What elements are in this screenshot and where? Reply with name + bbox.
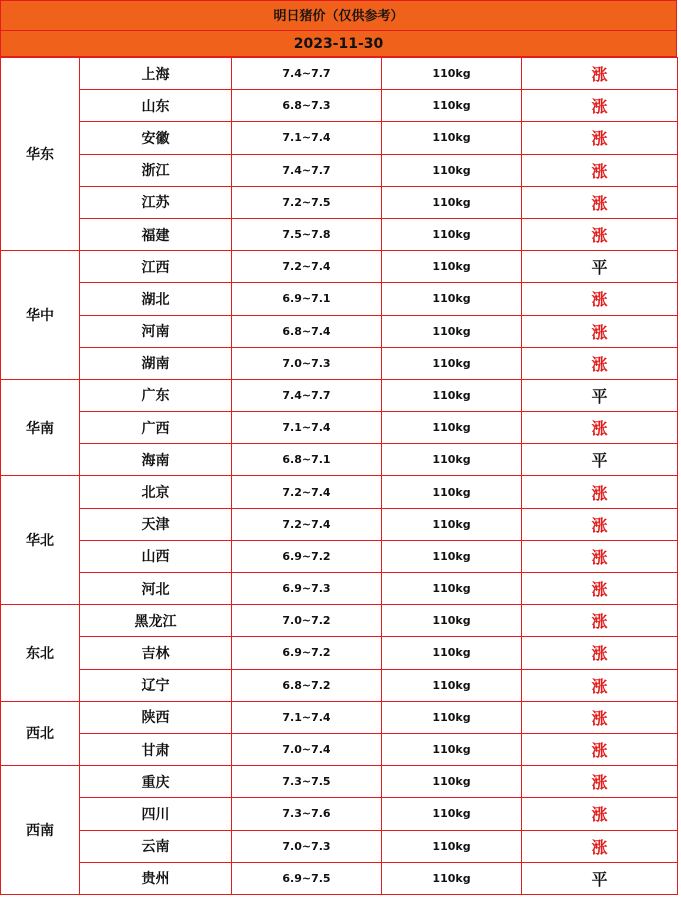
weight-cell: 110kg: [382, 379, 522, 411]
trend-cell: 涨: [522, 58, 678, 90]
city-cell: 海南: [80, 444, 232, 476]
price-cell: 6.9~7.2: [232, 637, 382, 669]
city-cell: 福建: [80, 218, 232, 250]
weight-cell: 110kg: [382, 637, 522, 669]
price-cell: 7.0~7.3: [232, 830, 382, 862]
weight-cell: 110kg: [382, 766, 522, 798]
trend-cell: 涨: [522, 347, 678, 379]
weight-cell: 110kg: [382, 733, 522, 765]
price-cell: 7.5~7.8: [232, 218, 382, 250]
trend-cell: 涨: [522, 218, 678, 250]
region-cell: 东北: [1, 605, 80, 702]
price-cell: 6.9~7.5: [232, 862, 382, 894]
price-table: [0, 57, 678, 895]
table-row: [1, 540, 678, 572]
trend-cell: 平: [522, 379, 678, 411]
price-cell: 7.0~7.3: [232, 347, 382, 379]
price-cell: 7.1~7.4: [232, 122, 382, 154]
region-cell: 西南: [1, 766, 80, 895]
trend-cell: 涨: [522, 186, 678, 218]
price-cell: 7.0~7.4: [232, 733, 382, 765]
trend-cell: 涨: [522, 701, 678, 733]
weight-cell: 110kg: [382, 90, 522, 122]
city-cell: 江西: [80, 251, 232, 283]
region-cell: 华中: [1, 251, 80, 380]
date-header: 2023-11-30: [0, 31, 677, 57]
weight-cell: 110kg: [382, 476, 522, 508]
trend-cell: 涨: [522, 733, 678, 765]
table-row: [1, 90, 678, 122]
page-title: 明日猪价（仅供参考）: [0, 0, 677, 31]
city-cell: 山西: [80, 540, 232, 572]
trend-cell: 平: [522, 862, 678, 894]
trend-cell: 涨: [522, 798, 678, 830]
trend-cell: 涨: [522, 766, 678, 798]
weight-cell: 110kg: [382, 154, 522, 186]
weight-cell: 110kg: [382, 669, 522, 701]
table-row: [1, 830, 678, 862]
price-cell: 6.9~7.1: [232, 283, 382, 315]
city-cell: 山东: [80, 90, 232, 122]
weight-cell: 110kg: [382, 830, 522, 862]
trend-cell: 涨: [522, 830, 678, 862]
weight-cell: 110kg: [382, 283, 522, 315]
price-cell: 6.8~7.1: [232, 444, 382, 476]
city-cell: 河南: [80, 315, 232, 347]
trend-cell: 涨: [522, 476, 678, 508]
table-row: [1, 798, 678, 830]
price-cell: 7.1~7.4: [232, 412, 382, 444]
price-cell: 7.4~7.7: [232, 154, 382, 186]
price-cell: 6.9~7.3: [232, 573, 382, 605]
city-cell: 湖南: [80, 347, 232, 379]
city-cell: 湖北: [80, 283, 232, 315]
table-row: [1, 122, 678, 154]
city-cell: 贵州: [80, 862, 232, 894]
trend-cell: 平: [522, 251, 678, 283]
weight-cell: 110kg: [382, 701, 522, 733]
table-row: [1, 701, 678, 733]
weight-cell: 110kg: [382, 186, 522, 218]
table-row: [1, 283, 678, 315]
table-row: [1, 251, 678, 283]
weight-cell: 110kg: [382, 122, 522, 154]
price-cell: 6.8~7.2: [232, 669, 382, 701]
city-cell: 天津: [80, 508, 232, 540]
city-cell: 安徽: [80, 122, 232, 154]
region-cell: 华南: [1, 379, 80, 476]
table-row: [1, 508, 678, 540]
price-cell: 7.2~7.4: [232, 508, 382, 540]
price-cell: 7.2~7.5: [232, 186, 382, 218]
table-row: [1, 379, 678, 411]
trend-cell: 涨: [522, 315, 678, 347]
weight-cell: 110kg: [382, 412, 522, 444]
table-row: [1, 58, 678, 90]
trend-cell: 涨: [522, 508, 678, 540]
table-row: [1, 669, 678, 701]
table-row: [1, 573, 678, 605]
price-cell: 7.4~7.7: [232, 58, 382, 90]
trend-cell: 涨: [522, 154, 678, 186]
table-row: [1, 412, 678, 444]
region-cell: 西北: [1, 701, 80, 765]
table-row: [1, 862, 678, 894]
region-cell: 华北: [1, 476, 80, 605]
trend-cell: 涨: [522, 122, 678, 154]
weight-cell: 110kg: [382, 540, 522, 572]
trend-cell: 涨: [522, 283, 678, 315]
city-cell: 广东: [80, 379, 232, 411]
weight-cell: 110kg: [382, 798, 522, 830]
table-row: [1, 637, 678, 669]
city-cell: 甘肃: [80, 733, 232, 765]
city-cell: 黑龙江: [80, 605, 232, 637]
table-row: [1, 154, 678, 186]
table-row: [1, 347, 678, 379]
weight-cell: 110kg: [382, 444, 522, 476]
city-cell: 四川: [80, 798, 232, 830]
table-row: [1, 733, 678, 765]
table-row: [1, 444, 678, 476]
city-cell: 河北: [80, 573, 232, 605]
city-cell: 云南: [80, 830, 232, 862]
price-cell: 7.3~7.5: [232, 766, 382, 798]
trend-cell: 涨: [522, 669, 678, 701]
weight-cell: 110kg: [382, 605, 522, 637]
price-cell: 7.4~7.7: [232, 379, 382, 411]
table-row: [1, 605, 678, 637]
weight-cell: 110kg: [382, 862, 522, 894]
price-cell: 6.9~7.2: [232, 540, 382, 572]
price-table-body: [1, 58, 678, 895]
weight-cell: 110kg: [382, 58, 522, 90]
table-row: [1, 218, 678, 250]
table-row: [1, 315, 678, 347]
city-cell: 上海: [80, 58, 232, 90]
weight-cell: 110kg: [382, 347, 522, 379]
price-cell: 7.3~7.6: [232, 798, 382, 830]
city-cell: 吉林: [80, 637, 232, 669]
weight-cell: 110kg: [382, 508, 522, 540]
trend-cell: 平: [522, 444, 678, 476]
price-cell: 7.2~7.4: [232, 476, 382, 508]
price-cell: 6.8~7.4: [232, 315, 382, 347]
weight-cell: 110kg: [382, 251, 522, 283]
trend-cell: 涨: [522, 605, 678, 637]
price-cell: 7.1~7.4: [232, 701, 382, 733]
city-cell: 广西: [80, 412, 232, 444]
city-cell: 陕西: [80, 701, 232, 733]
trend-cell: 涨: [522, 412, 678, 444]
city-cell: 重庆: [80, 766, 232, 798]
weight-cell: 110kg: [382, 573, 522, 605]
city-cell: 浙江: [80, 154, 232, 186]
trend-cell: 涨: [522, 90, 678, 122]
table-row: [1, 766, 678, 798]
city-cell: 北京: [80, 476, 232, 508]
trend-cell: 涨: [522, 540, 678, 572]
region-cell: 华东: [1, 58, 80, 251]
city-cell: 辽宁: [80, 669, 232, 701]
weight-cell: 110kg: [382, 218, 522, 250]
city-cell: 江苏: [80, 186, 232, 218]
price-cell: 7.0~7.2: [232, 605, 382, 637]
table-row: [1, 476, 678, 508]
table-row: [1, 186, 678, 218]
price-cell: 6.8~7.3: [232, 90, 382, 122]
price-cell: 7.2~7.4: [232, 251, 382, 283]
weight-cell: 110kg: [382, 315, 522, 347]
trend-cell: 涨: [522, 637, 678, 669]
trend-cell: 涨: [522, 573, 678, 605]
